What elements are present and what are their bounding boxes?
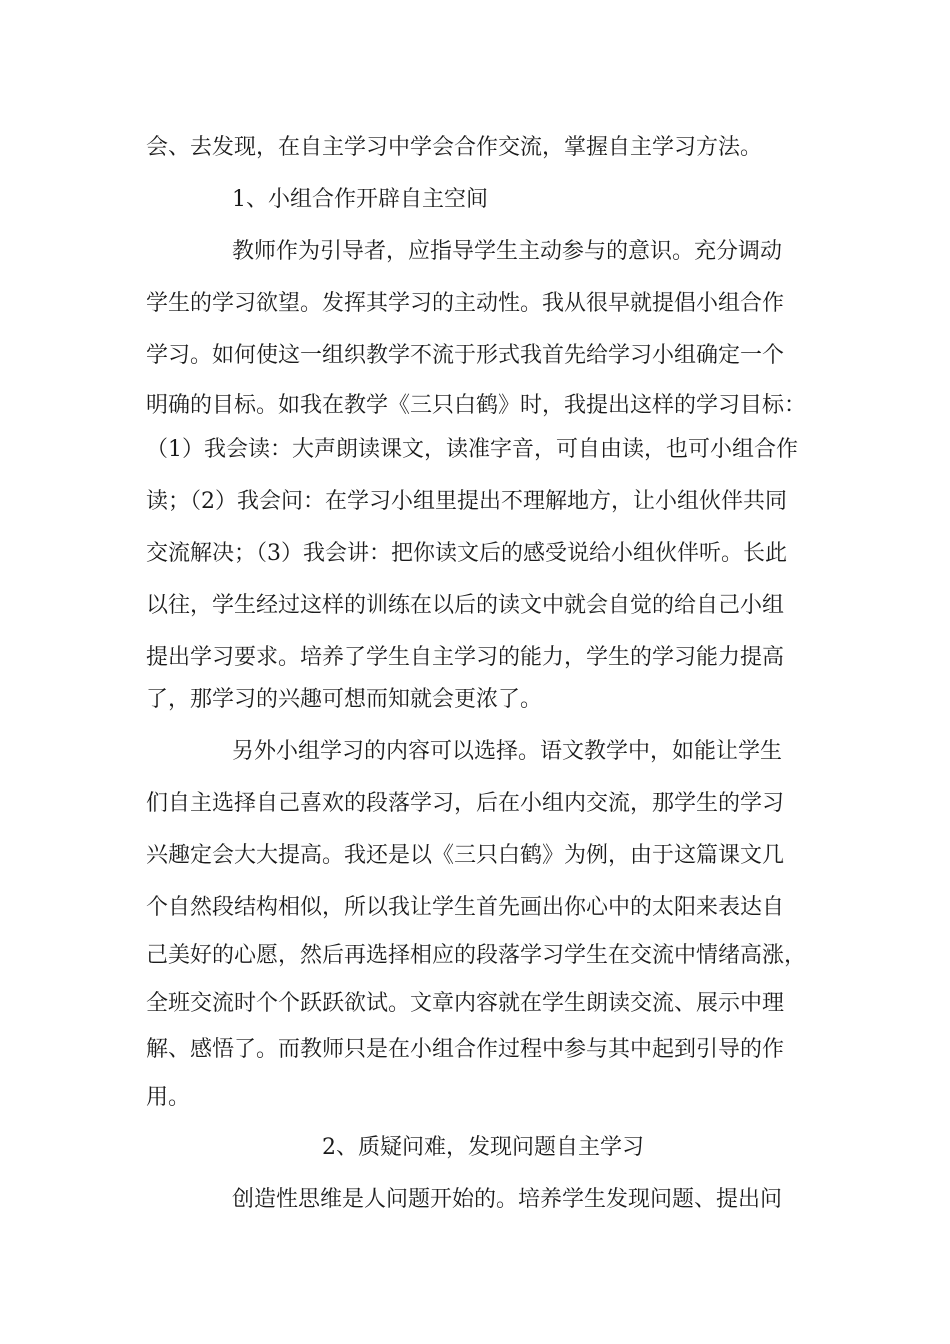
paragraph-line: 全班交流时个个跃跃欲试。文章内容就在学生朗读交流、展示中理 <box>146 991 785 1016</box>
paragraph-line: 了，那学习的兴趣可想而知就会更浓了。 <box>146 687 543 712</box>
paragraph-line: 会、去发现，在自主学习中学会合作交流，掌握自主学习方法。 <box>146 135 763 160</box>
paragraph-line: 明确的目标。如我在教学《三只白鹤》时，我提出这样的学习目标： <box>146 393 806 418</box>
paragraph-line: 交流解决；（3）我会讲：把你读文后的感受说给小组伙伴听。长此 <box>146 541 787 566</box>
paragraph-line: 们自主选择自己喜欢的段落学习，后在小组内交流，那学生的学习 <box>146 791 785 816</box>
paragraph-line: 用。 <box>146 1085 191 1110</box>
paragraph-line: 己美好的心愿，然后再选择相应的段落学习学生在交流中情绪高涨， <box>146 943 806 968</box>
paragraph-line: 学生的学习欲望。发挥其学习的主动性。我从很早就提倡小组合作 <box>146 291 785 316</box>
paragraph-line: 另外小组学习的内容可以选择。语文教学中，如能让学生 <box>232 739 783 764</box>
paragraph-line: 创造性思维是人问题开始的。培养学生发现问题、提出问 <box>232 1187 783 1212</box>
paragraph-line: 教师作为引导者，应指导学生主动参与的意识。充分调动 <box>232 239 783 264</box>
paragraph-line: 学习。如何使这一组织教学不流于形式我首先给学习小组确定一个 <box>146 343 785 368</box>
section-heading-2: 2、质疑问难，发现问题自主学习 <box>322 1135 644 1160</box>
paragraph-line: 以往，学生经过这样的训练在以后的读文中就会自觉的给自己小组 <box>146 593 785 618</box>
section-heading-1: 1、小组合作开辟自主空间 <box>232 187 488 212</box>
paragraph-line: （1）我会读：大声朗读课文，读准字音，可自由读，也可小组合作 <box>146 437 798 462</box>
paragraph-line: 个自然段结构相似，所以我让学生首先画出你心中的太阳来表达自 <box>146 895 785 920</box>
paragraph-line: 解、感悟了。而教师只是在小组合作过程中参与其中起到引导的作 <box>146 1037 785 1062</box>
paragraph-line: 兴趣定会大大提高。我还是以《三只白鹤》为例，由于这篇课文几 <box>146 843 785 868</box>
paragraph-line: 提出学习要求。培养了学生自主学习的能力，学生的学习能力提高 <box>146 645 785 670</box>
paragraph-line: 读；（2）我会问：在学习小组里提出不理解地方，让小组伙伴共同 <box>146 489 787 514</box>
